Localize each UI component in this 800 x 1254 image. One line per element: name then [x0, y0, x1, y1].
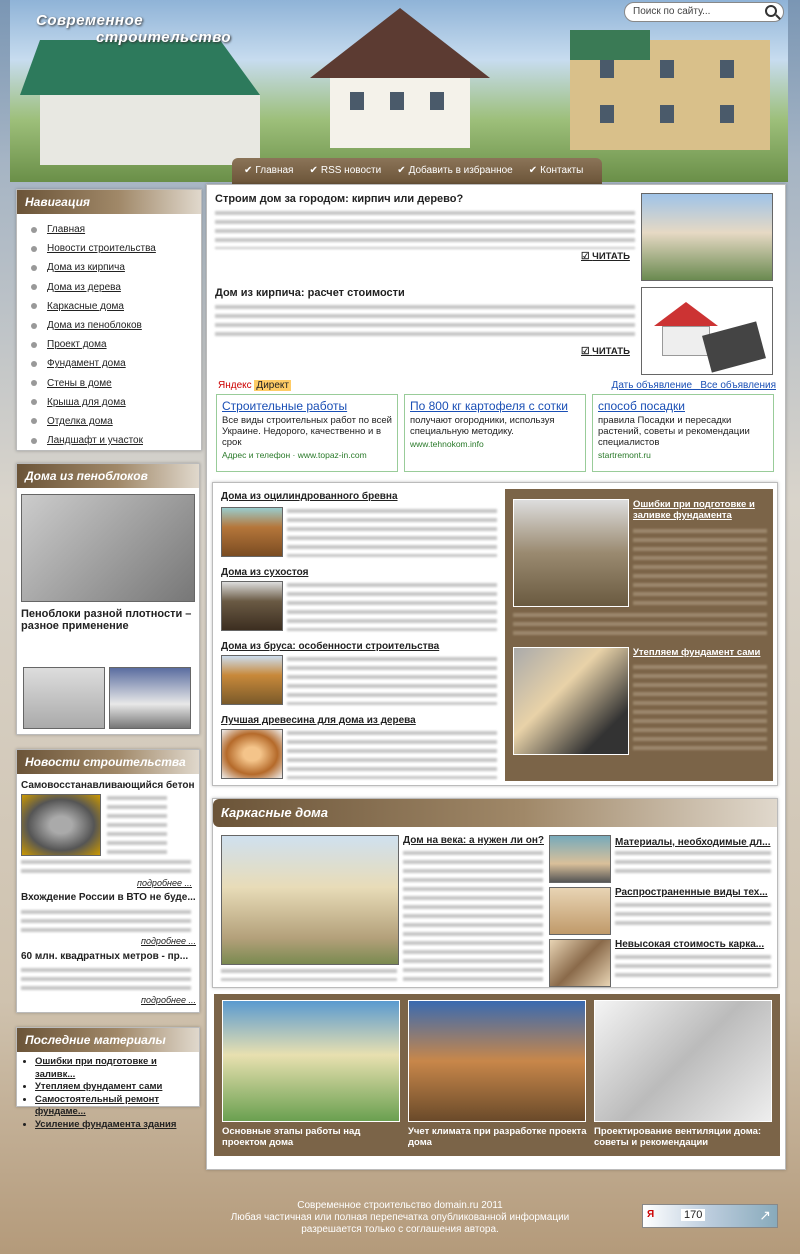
- yandex-direct: [212, 380, 778, 474]
- nav-item-label: Дома из дерева: [47, 281, 121, 293]
- frame-side-title[interactable]: Невысокая стоимость карка...: [615, 939, 765, 950]
- nav-item-label: Стены в доме: [47, 377, 112, 389]
- news-more-link[interactable]: подробнее ...: [137, 878, 192, 888]
- house-image: [310, 8, 490, 78]
- foundation-text: [633, 665, 767, 755]
- nav-item-label: Крыша для дома: [47, 396, 126, 408]
- gallery-image[interactable]: [594, 1000, 772, 1122]
- direct-label: Директ: [256, 380, 289, 391]
- wood-thumb[interactable]: [221, 507, 283, 557]
- check-icon: ✔: [397, 165, 406, 176]
- topnav-rss[interactable]: [309, 165, 381, 177]
- nav-item[interactable]: [31, 335, 201, 354]
- recent-panel: [16, 1027, 200, 1130]
- gallery-image[interactable]: [222, 1000, 400, 1122]
- check-icon: ✔: [309, 165, 318, 176]
- yandex-counter-logo: Я: [647, 1209, 655, 1220]
- nav-item[interactable]: [31, 239, 201, 258]
- gallery-box: [214, 994, 780, 1156]
- nav-item-label: Отделка дома: [47, 415, 113, 427]
- frame-text: [615, 955, 771, 979]
- article-image[interactable]: [641, 193, 773, 281]
- nav-item-label: Фундамент дома: [47, 358, 126, 370]
- topnav-favorites[interactable]: [397, 165, 513, 177]
- arrow-icon: ↗: [759, 1207, 771, 1223]
- house-image: [570, 30, 650, 60]
- nav-item[interactable]: [31, 258, 201, 277]
- footer-line3: разрешается только с соглашения автора.: [301, 1224, 499, 1235]
- frame-thumb[interactable]: [549, 835, 611, 883]
- article-text: [215, 305, 635, 341]
- wood-thumb[interactable]: [221, 655, 283, 705]
- ad-block[interactable]: [404, 394, 586, 472]
- foam-block-image[interactable]: [21, 494, 195, 602]
- frame-title: Каркасные дома: [213, 799, 777, 827]
- gallery-image[interactable]: [408, 1000, 586, 1122]
- recent-item[interactable]: • Усиление фундамента здания: [35, 1119, 199, 1132]
- give-ad-link[interactable]: Дать объявление: [611, 380, 693, 391]
- news-text: [21, 860, 191, 878]
- wood-text: [287, 509, 497, 557]
- foundation-text: [513, 613, 767, 639]
- foundation-box: [505, 489, 773, 781]
- foundation-text: [633, 529, 767, 607]
- search-placeholder: Поиск по сайту...: [633, 6, 711, 17]
- footer-line2: Любая частичная или полная перепечатка опубликованной информации: [230, 1212, 570, 1223]
- wood-item-title[interactable]: Дома из сухостоя: [221, 567, 309, 578]
- ad-links: [612, 380, 776, 391]
- nav-item[interactable]: [31, 220, 201, 239]
- foam-title: Дома из пеноблоков: [17, 464, 199, 488]
- site-logo[interactable]: [36, 12, 231, 46]
- recent-item[interactable]: • Самостоятельный ремонт фундаме...: [35, 1094, 199, 1119]
- nav-item[interactable]: [31, 374, 201, 393]
- news-item-title[interactable]: Вхождение России в ВТО не буде...: [21, 892, 196, 903]
- wood-text: [287, 583, 497, 631]
- news-text: [21, 968, 191, 994]
- search-icon[interactable]: [765, 5, 777, 17]
- ad-text: Все виды строительных работ по всей Украине. Недорого, качественно и в срок: [222, 415, 392, 448]
- nav-item[interactable]: [31, 278, 201, 297]
- frame-text: [615, 851, 771, 875]
- ad-text: получают огородники, используя специальную методику.: [410, 415, 555, 437]
- frame-main-title[interactable]: Дом на века: а нужен ли он?: [403, 835, 544, 846]
- wood-item-title[interactable]: Дома из оцилиндрованного бревна: [221, 491, 398, 502]
- nav-item-label: Проект дома: [47, 339, 107, 351]
- foam-caption[interactable]: Пеноблоки разной плотности – разное применение: [21, 608, 192, 632]
- gallery-caption[interactable]: Проектирование вентиляции дома: советы и рекомендации: [594, 1126, 762, 1148]
- article-title[interactable]: Строим дом за городом: кирпич или дерево?: [215, 193, 464, 205]
- nav-list: [17, 214, 201, 450]
- nav-item[interactable]: [31, 393, 201, 412]
- ad-block[interactable]: [216, 394, 398, 472]
- frame-text: [403, 851, 543, 981]
- topnav-home-label: Главная: [255, 165, 294, 176]
- frame-side-title[interactable]: Распространенные виды тех...: [615, 887, 768, 898]
- frame-text: [615, 903, 771, 927]
- foam-thumb[interactable]: [23, 667, 105, 729]
- frame-houses-panel: [212, 798, 778, 988]
- house-image: [40, 95, 260, 165]
- top-navigation: [232, 158, 602, 184]
- foundation-image[interactable]: [513, 499, 629, 607]
- house-icon: [654, 302, 718, 326]
- nav-title: Навигация: [17, 190, 201, 214]
- topnav-home[interactable]: [244, 165, 293, 177]
- navigation-panel: [16, 189, 202, 451]
- frame-thumb[interactable]: [549, 939, 611, 987]
- news-more-link[interactable]: подробнее ...: [141, 995, 196, 1005]
- read-link-label: ЧИТАТЬ: [592, 346, 630, 357]
- recent-item[interactable]: • Ошибки при подготовке и заливк...: [35, 1056, 199, 1081]
- wood-thumb[interactable]: [221, 729, 283, 779]
- checkbox-icon: ☑: [581, 346, 590, 357]
- frame-thumb[interactable]: [549, 887, 611, 935]
- article-text: [215, 211, 635, 249]
- recent-title: Последние материалы: [17, 1028, 199, 1052]
- nav-item-label: Ландшафт и участок: [47, 435, 143, 447]
- topnav-favorites-label: Добавить в избранное: [408, 165, 513, 176]
- frame-main-image[interactable]: [221, 835, 399, 965]
- wood-foundation-block: [212, 482, 778, 786]
- gallery-caption[interactable]: Основные этапы работы над проектом дома: [222, 1126, 361, 1148]
- nav-item[interactable]: [31, 354, 201, 373]
- foundation-title[interactable]: Утепляем фундамент сами: [633, 647, 761, 658]
- logo-line2: строительство: [96, 29, 232, 46]
- read-link-label: ЧИТАТЬ: [592, 251, 630, 262]
- frame-side-title[interactable]: Материалы, необходимые дл...: [615, 837, 771, 848]
- search-input[interactable]: [624, 2, 784, 22]
- wood-item-title[interactable]: Лучшая древесина для дома из дерева: [221, 715, 416, 726]
- ad-block[interactable]: [592, 394, 774, 472]
- check-icon: ✔: [528, 165, 538, 176]
- gallery-caption[interactable]: Учет климата при разработке проекта дома: [408, 1126, 587, 1148]
- news-panel: [16, 749, 200, 1013]
- ad-site[interactable]: startremont.ru: [598, 450, 651, 460]
- nav-item[interactable]: [31, 431, 201, 450]
- recent-list: [17, 1052, 199, 1131]
- footer-line1: Современное строительство domain.ru 2011: [297, 1200, 503, 1211]
- nav-item-label: Каркасные дома: [47, 300, 124, 312]
- article-image[interactable]: [641, 287, 773, 375]
- news-title: Новости строительства: [17, 750, 199, 774]
- calculator-icon: [702, 321, 766, 372]
- news-text: [107, 796, 167, 856]
- logo-line1: Современное: [36, 12, 144, 29]
- recent-item[interactable]: • Утепляем фундамент сами: [35, 1081, 199, 1094]
- house-image: [20, 40, 260, 95]
- ad-title[interactable]: По 800 кг картофеля с сотки: [410, 399, 568, 413]
- yandex-label: Яндекс: [218, 380, 252, 391]
- house-image: [330, 78, 470, 148]
- foundation-title[interactable]: Ошибки при подготовке и заливке фундамента: [633, 499, 755, 521]
- check-icon: ✔: [244, 165, 253, 176]
- ad-text: правила Посадки и пересадки растений, советы и рекомендации специалистов: [598, 415, 750, 448]
- news-item-title[interactable]: 60 млн. квадратных метров - пр...: [21, 951, 189, 962]
- ad-title[interactable]: способ посадки: [598, 399, 685, 413]
- wood-text: [287, 657, 497, 705]
- direct-logo[interactable]: [218, 380, 291, 391]
- nav-item-label: Главная: [47, 224, 86, 236]
- ad-site[interactable]: Адрес и телефон · www.topaz-in.com: [222, 450, 367, 460]
- nav-item-label: Новости строительства: [47, 243, 156, 255]
- foam-blocks-panel: [16, 463, 200, 735]
- nav-item[interactable]: [31, 297, 201, 316]
- read-link[interactable]: [581, 251, 630, 262]
- header-banner: [10, 0, 788, 182]
- news-more-link[interactable]: подробнее ...: [141, 936, 196, 946]
- nav-item[interactable]: [31, 316, 201, 335]
- all-ads-link[interactable]: Все объявления: [700, 380, 776, 391]
- article-title[interactable]: Дом из кирпича: расчет стоимости: [215, 287, 405, 299]
- foam-thumb[interactable]: [109, 667, 191, 729]
- checkbox-icon: ☑: [581, 251, 590, 262]
- counter-value: 170: [681, 1209, 705, 1221]
- wood-item-title[interactable]: Дома из бруса: особенности строительства: [221, 641, 440, 652]
- wood-thumb[interactable]: [221, 581, 283, 631]
- wood-text: [287, 731, 497, 779]
- ad-site[interactable]: www.tehnokom.info: [410, 439, 484, 449]
- yandex-counter[interactable]: [642, 1204, 778, 1228]
- nav-item-label: Дома из пеноблоков: [47, 320, 142, 332]
- nav-item[interactable]: [31, 412, 201, 431]
- news-text: [21, 910, 191, 936]
- frame-text: [221, 969, 397, 981]
- nav-item-label: Дома из кирпича: [47, 262, 125, 274]
- read-link[interactable]: [581, 346, 630, 357]
- news-item-title[interactable]: Самовосстанавливающийся бетон: [21, 780, 195, 791]
- ad-title[interactable]: Строительные работы: [222, 399, 348, 413]
- topnav-contacts-label: Контакты: [540, 165, 584, 176]
- topnav-rss-label: RSS новости: [320, 165, 382, 176]
- topnav-contacts[interactable]: [529, 165, 584, 177]
- foundation-image[interactable]: [513, 647, 629, 755]
- news-image[interactable]: [21, 794, 101, 856]
